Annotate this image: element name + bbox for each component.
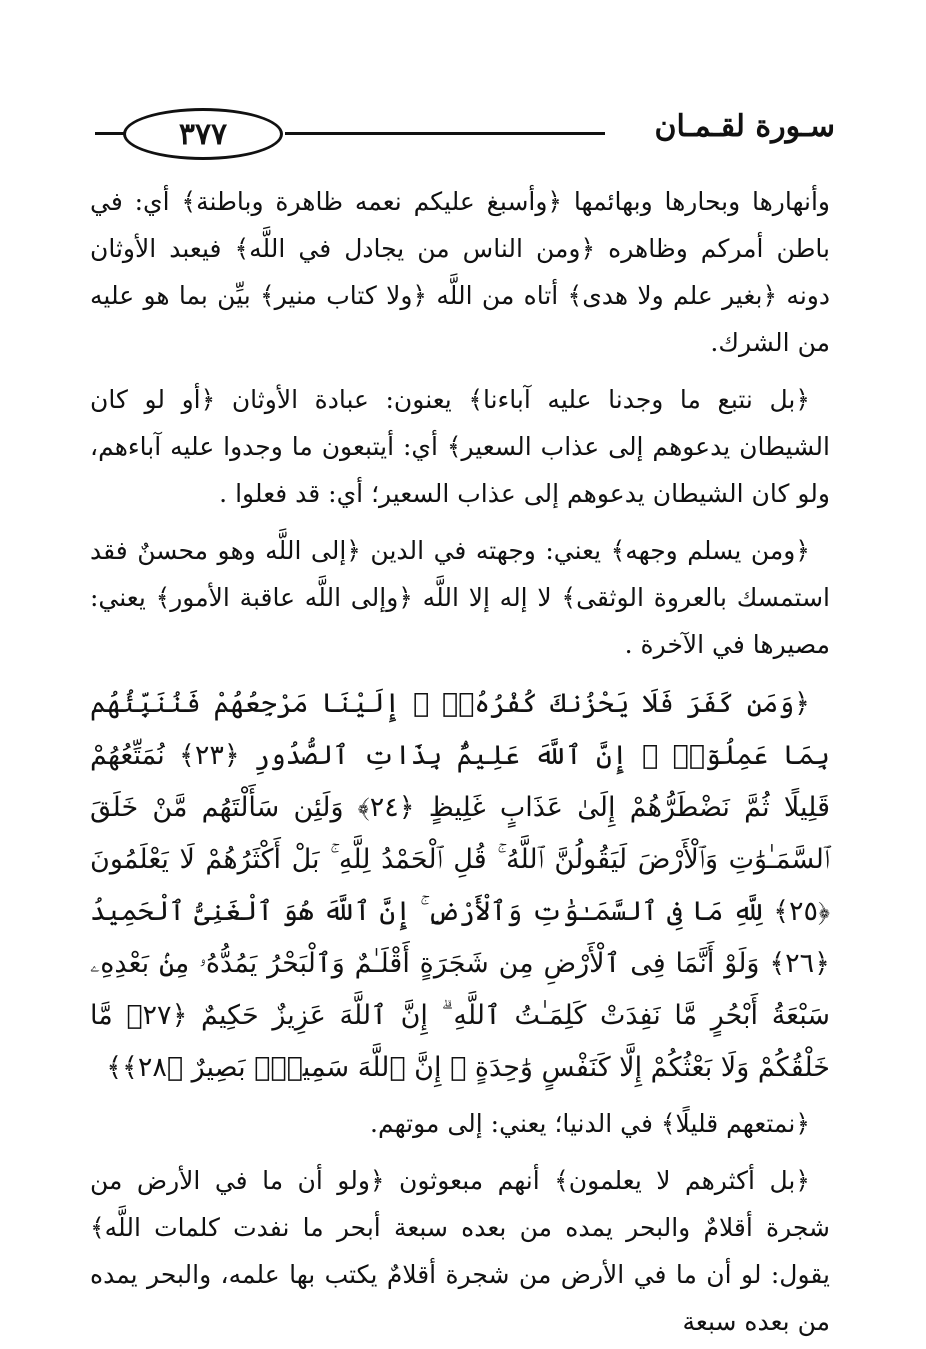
commentary-paragraph: ﴿بل أكثرهم لا يعلمون﴾ أنهم مبعوثون ﴿ولو أن ما في الأرض من شجرة أقلامٌ والبحر يمده من بعده سبعة أبحر ما نفدت كلمات اللَّه﴾ يقول: لو أن ما في الأرض من شجرة أقلامٌ يكتب بها علمه، والبحر يمده من بعده سبعة <box>90 1166 830 1336</box>
commentary-paragraph: ﴿بل نتبع ما وجدنا عليه آباءنا﴾ يعنون: عبادة الأوثان ﴿أو لو كان الشيطان يدعوهم إلى عذاب السعير﴾ أي: أيتبعون ما وجدوا عليه آباءهم، ولو كان الشيطان يدعوهم إلى عذاب السعير؛ أي: قد فعلوا . <box>90 385 830 508</box>
page-header <box>95 102 835 168</box>
quran-verses: ﴿وَمَن كَفَرَ فَلَا يَحْزُنكَ كُفْرُهُۥٓ ۚ إِلَيْنَا مَرْجِعُهُمْ فَنُنَبِّئُهُم بِمَا عَمِلُوٓا۟ ۚ إِنَّ ٱللَّهَ عَلِيمٌۢ بِذَاتِ ٱلصُّدُورِ ﴿٢٣﴾ نُمَتِّعُهُمْ قَلِيلًا ثُمَّ نَضْطَرُّهُمْ إِلَىٰ عَذَابٍ غَلِيظٍ ﴿٢٤﴾ وَلَئِن سَأَلْتَهُم مَّنْ خَلَقَ ٱلسَّمَـٰوَٰتِ وَٱلْأَرْضَ لَيَقُولُنَّ ٱللَّهُ ۚ قُلِ ٱلْحَمْدُ لِلَّهِ ۚ بَلْ أَكْثَرُهُمْ لَا يَعْلَمُونَ ﴿٢٥﴾ لِلَّهِ مَا فِى ٱلسَّمَـٰوَٰتِ وَٱلْأَرْضِ ۚ إِنَّ ٱللَّهَ هُوَ ٱلْغَنِىُّ ٱلْحَمِيدُ ﴿٢٦﴾ وَلَوْ أَنَّمَا فِى ٱلْأَرْضِ مِن شَجَرَةٍ أَقْلَـٰمٌ وَٱلْبَحْرُ يَمُدُّهُۥ مِنۢ بَعْدِهِۦ سَبْعَةُ أَبْحُرٍ مَّا نَفِدَتْ كَلِمَـٰتُ ٱللَّهِ ۗ إِنَّ ٱللَّهَ عَزِيزٌ حَكِيمٌ ﴿٢٧﴾ مَّا خَلْقُكُمْ وَلَا بَعْثُكُمْ إِلَّا كَنَفْسٍ وَٰحِدَةٍ ۗ إِنَّ ٱللَّهَ سَمِيعٌۢ بَصِيرٌ ﴿٢٨﴾﴾ <box>90 688 830 1083</box>
page-body <box>90 178 830 1349</box>
commentary-paragraph: وأنهارها وبحارها وبهائمها ﴿وأسبغ عليكم نعمه ظاهرة وباطنة﴾ أي: في باطن أمركم وظاهره ﴿ومن الناس من يجادل في اللَّه﴾ فيعبد الأوثان دونه ﴿بغير علم ولا هدى﴾ أتاه من اللَّه ﴿ولا كتاب منير﴾ بيِّن بما هو عليه من الشرك. <box>90 187 830 357</box>
commentary-paragraph: ﴿ومن يسلم وجهه﴾ يعني: وجهته في الدين ﴿إلى اللَّه وهو محسنٌ فقد استمسك بالعروة الوثقى﴾ لا إله إلا اللَّه ﴿وإلى اللَّه عاقبة الأمور﴾ يعني: مصيرها في الآخرة . <box>90 536 830 659</box>
commentary-paragraph: ﴿نمتعهم قليلًا﴾ في الدنيا؛ يعني: إلى موتهم. <box>370 1109 810 1138</box>
page-number: ٣٧٧ <box>123 108 283 160</box>
header-rule-middle <box>285 132 605 135</box>
surah-title: سـورة لقـمـان <box>654 109 835 144</box>
header-rule-left <box>95 132 125 135</box>
